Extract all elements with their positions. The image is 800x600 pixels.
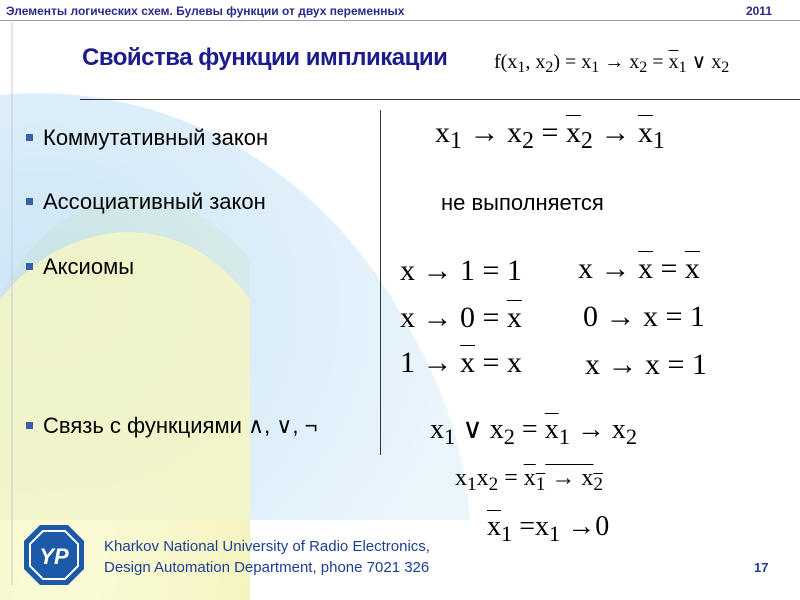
associative-note: не выполняется — [441, 190, 604, 215]
formula-relation-and: x1x2 = x1 → x2 — [455, 465, 603, 495]
formula-axiom-6: x → x = 1 — [585, 348, 707, 381]
formula-axiom-4: $x \to \overline{x} = \overline{x}$ — [578, 252, 700, 285]
footer-line-2: Design Automation Department, phone 7021 326 — [104, 559, 430, 576]
footer-text — [104, 536, 430, 578]
bullet-square-icon — [26, 134, 33, 141]
title-formula: $f(x_1$, $x_2) = x_1 \to x_2 = \overline{x}_1$ ∨ $x_2$ — [494, 51, 730, 76]
bullet-commutative — [26, 125, 268, 151]
bullet-associative — [26, 189, 266, 215]
bullet-label: Аксиомы — [43, 254, 135, 279]
formula-axiom-1: x → 1 = 1 — [400, 254, 522, 287]
logo-lettering: YP — [39, 544, 69, 569]
bullet-label: Ассоциативный закон — [43, 189, 266, 214]
bullet-square-icon — [26, 422, 33, 429]
formula-relation-not: $\overline{x}1 =x1 \to 0$ — [487, 511, 610, 546]
bullet-square-icon — [26, 263, 33, 270]
bullet-label: Коммутативный закон — [43, 125, 269, 150]
column-divider — [380, 110, 381, 455]
university-logo — [22, 523, 86, 587]
bullet-label: Связь с функциями ∧, ∨, ¬ — [43, 413, 318, 438]
formula-axiom-2: $x \to 0 = \overline{x}$ — [400, 301, 522, 334]
title-underline — [80, 99, 800, 100]
page-number: 17 — [754, 560, 769, 575]
bullet-square-icon — [26, 198, 33, 205]
header-title: Элементы логических схем. Булевы функции от двух переменных — [6, 4, 405, 18]
bullet-relations — [26, 413, 317, 439]
formula-axiom-5: 0 → x = 1 — [583, 300, 705, 333]
footer-line-1: Kharkov National University of Radio Electronics, — [104, 538, 430, 555]
bullet-axioms — [26, 254, 134, 280]
formula-commutative: $x_1 \to x_2 = \overline{x}_2 \to \overline{x}_1$ — [435, 116, 665, 154]
slide-title: Свойства функции импликации — [82, 44, 448, 71]
header-year: 2011 — [745, 4, 772, 18]
formula-relation-or: x1 ∨ $x2 = \overline{x}1 \to x2$ — [430, 414, 638, 449]
header-divider — [0, 20, 800, 21]
formula-axiom-3: $1 \to \overline{x} = x$ — [400, 346, 522, 379]
